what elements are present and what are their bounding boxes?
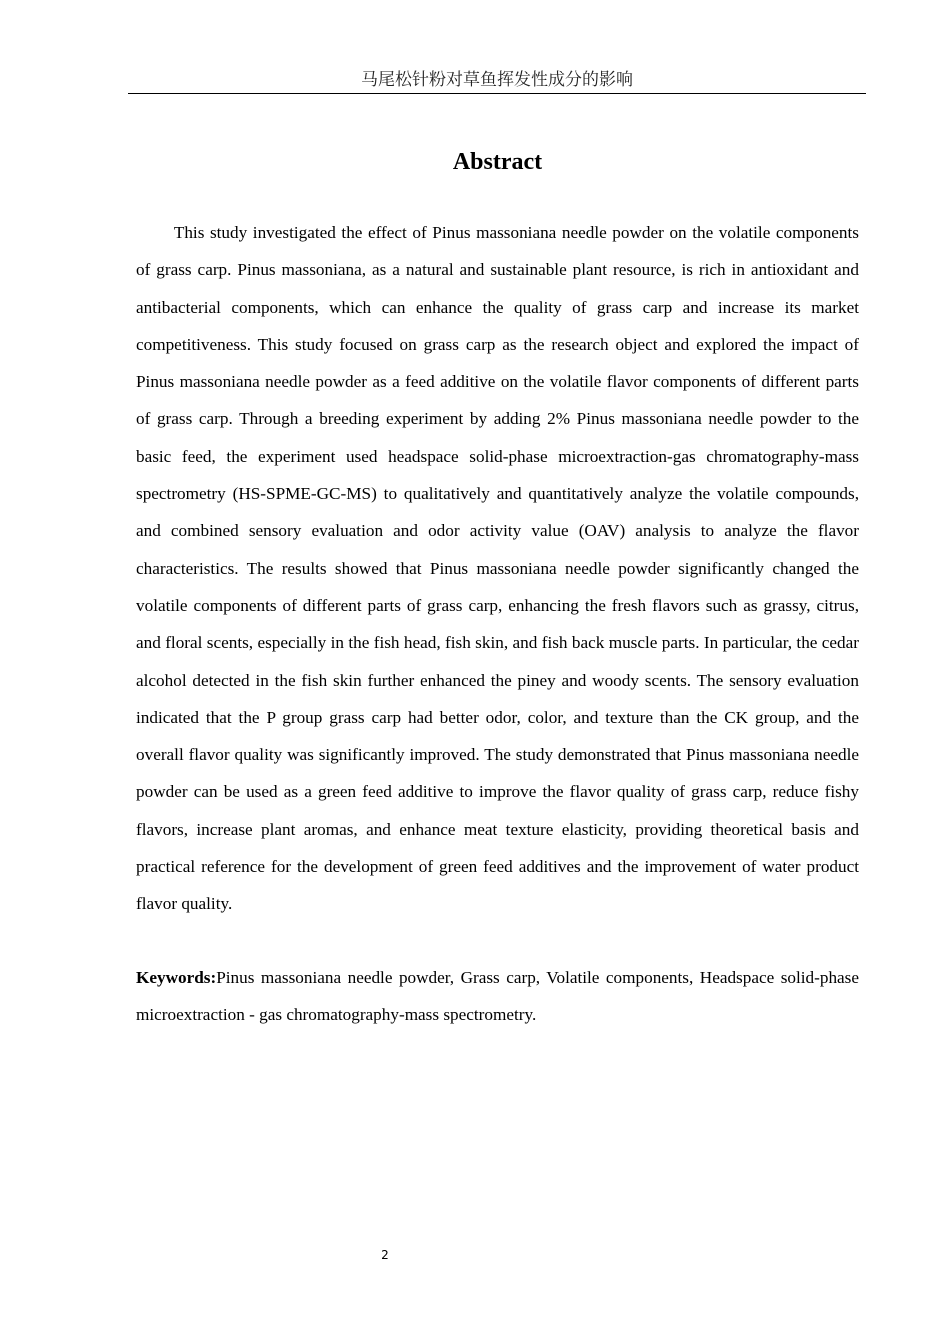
page-number: 2 [381,1248,389,1262]
abstract-body: This study investigated the effect of Pinus massoniana needle powder on the volatile components of grass carp. Pinus massoniana, as a natural and sustainable plant resource, is rich in antioxidant and antibacterial components, which can enhance the quality of grass carp and increase its market competitiveness. This study focused on grass carp as the research object and explored the impact of Pinus massoniana needle powder as a feed additive on the volatile flavor components of different parts of grass carp. Through a breeding experiment by adding 2% Pinus massoniana needle powder to the basic feed, the experiment used headspace solid-phase microextraction-gas chromatography-mass spectrometry (HS-SPME-GC-MS) to qualitatively and quantitatively analyze the volatile compounds, and combined sensory evaluation and odor activity value (OAV) analysis to analyze the flavor characteristics. The results showed that Pinus massoniana needle powder significantly changed the volatile components of different parts of grass carp, enhancing the fresh flavors such as grassy, citrus, and floral scents, especially in the fish head, fish skin, and fish back muscle parts. In particular, the cedar alcohol detected in the fish skin further enhanced the piney and woody scents. The sensory evaluation indicated that the P group grass carp had better odor, color, and texture than the CK group, and the overall flavor quality was significantly improved. The study demonstrated that Pinus massoniana needle powder can be used as a green feed additive to improve the flavor quality of grass carp, reduce fishy flavors, increase plant aromas, and enhance meat texture elasticity, providing theoretical basis and practical reference for the development of green feed additives and the improvement of water product flavor quality. [136,223,859,914]
keywords-label: Keywords: [136,968,217,987]
keywords-text: Pinus massoniana needle powder, Grass carp, Volatile components, Headspace solid-phase microextraction - gas chromatography-mass spectrometry. [136,968,859,1025]
keywords-paragraph [136,959,859,1034]
running-header: 马尾松针粉对草鱼挥发性成分的影响 [128,68,866,94]
abstract-title: Abstract [452,149,543,175]
